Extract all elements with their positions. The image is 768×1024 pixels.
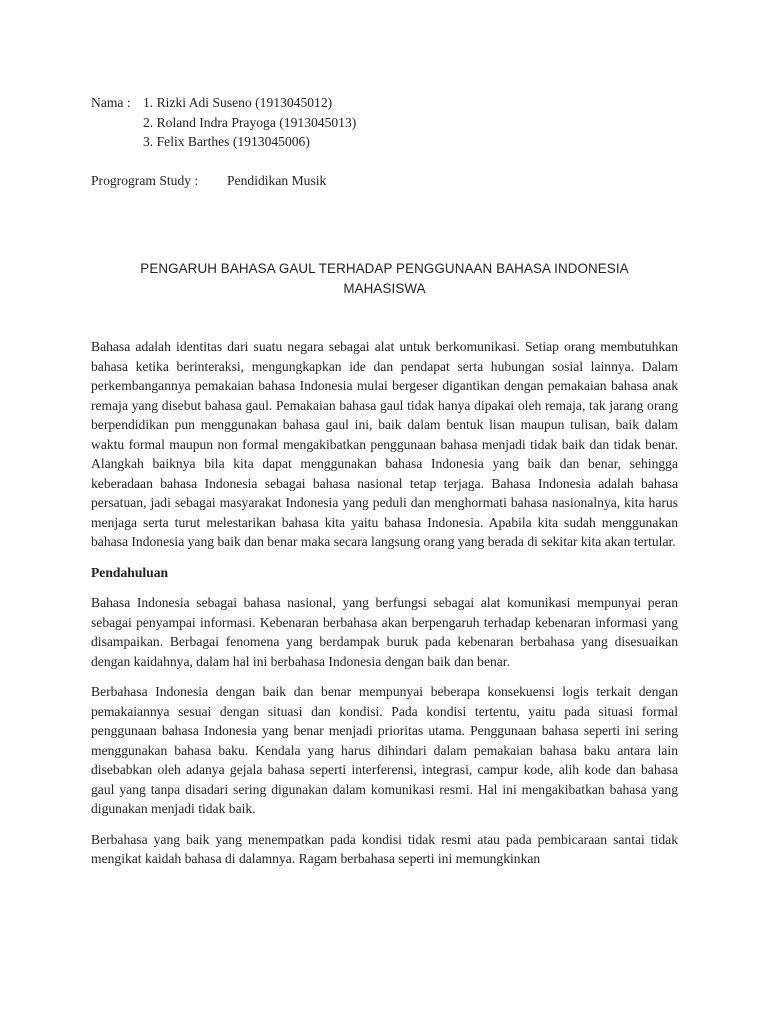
member-2: 2. Roland Indra Prayoga (1913045013)	[143, 114, 357, 130]
abstract-paragraph: Bahasa adalah identitas dari suatu negara sebagai alat untuk berkomunikasi. Setiap orang membutuhkan bahasa ketika berinteraksi, mengungkapkan ide dan pendapat serta hubungan sosial lainnya. Dalam perkembangannya pemakaian bahasa Indonesia mulai bergeser digantikan dengan pemakaian bahasa anak remaja yang disebut bahasa gaul. Pemakaian bahasa gaul tidak hanya dipakai oleh remaja, tak jarang orang berpendidikan pun menggunakan bahasa gaul ini, baik dalam bentuk lisan maupun tulisan, baik dalam waktu formal maupun non formal mengakibatkan penggunaan bahasa menjadi tidak baik dan tidak benar. Alangkah baiknya bila kita dapat menggunakan bahasa Indonesia yang baik dan benar, sehingga keberadaan bahasa Indonesia sebagai bahasa nasional tetap terjaga. Bahasa Indonesia adalah bahasa persatuan, jadi sebagai masyarakat Indonesia yang peduli dan menghormati bahasa nasionalnya, kita harus menjaga serta turut melestarikan bahasa kita yaitu bahasa Indonesia. Apabila kita sudah menggunakan bahasa Indonesia yang baik dan benar maka secara langsung orang yang berada di sekitar kita akan tertular.	[91, 339, 678, 549]
document-body	[91, 337, 678, 880]
member-row	[91, 132, 691, 152]
author-header	[91, 93, 691, 191]
title-line-2: MAHASISWA	[343, 280, 426, 296]
program-row	[91, 171, 691, 191]
body-paragraph: Bahasa Indonesia sebagai bahasa nasional, yang berfungsi sebagai alat komunikasi mempunyai peran sebagai penyampai informasi. Kebenaran berbahasa akan berpengaruh terhadap kebenaran informasi yang disampaikan. Berbagai fenomena yang berdampak buruk pada kebenaran berbahasa yang disesuaikan dengan kaidahnya, dalam hal ini berbahasa Indonesia dengan baik dan benar.	[91, 595, 678, 669]
document-title	[91, 259, 678, 298]
member-1: 1. Rizki Adi Suseno (1913045012)	[143, 95, 333, 110]
title-line-1: PENGARUH BAHASA GAUL TERHADAP PENGGUNAAN BAHASA INDONESIA	[140, 261, 629, 276]
member-row	[91, 113, 691, 133]
body-paragraph: Berbahasa yang baik yang menempatkan pada kondisi tidak resmi atau pada pembicaraan santai tidak mengikat kaidah bahasa di dalamnya. Ragam berbahasa seperti ini memungkinkan	[91, 831, 678, 866]
member-row	[91, 93, 691, 113]
program-label: Progrogram Study :	[91, 173, 199, 188]
member-3: 3. Felix Barthes (1913045006)	[143, 134, 310, 149]
section-heading: Pendahuluan	[91, 564, 169, 580]
body-paragraph: Berbahasa Indonesia dengan baik dan benar mempunyai beberapa konsekuensi logis terkait dengan pemakaiannya sesuai dengan situasi dan kondisi. Pada kondisi tertentu, yaitu pada situasi formal penggunaan bahasa Indonesia yang benar menjadi prioritas utama. Penggunaan bahasa seperti ini sering menggunakan bahasa baku. Kendala yang harus dihindari dalam pemakaian bahasa baku antara lain disebabkan oleh adanya gejala bahasa seperti interferensi, integrasi, campur kode, alih kode dan bahasa gaul yang tanpa disadari sering digunakan dalam komunikasi resmi. Hal ini mengakibatkan bahasa yang digunakan menjadi tidak baik.	[91, 684, 678, 816]
program-value: Pendidikan Musik	[227, 173, 327, 188]
name-label: Nama :	[91, 95, 131, 110]
